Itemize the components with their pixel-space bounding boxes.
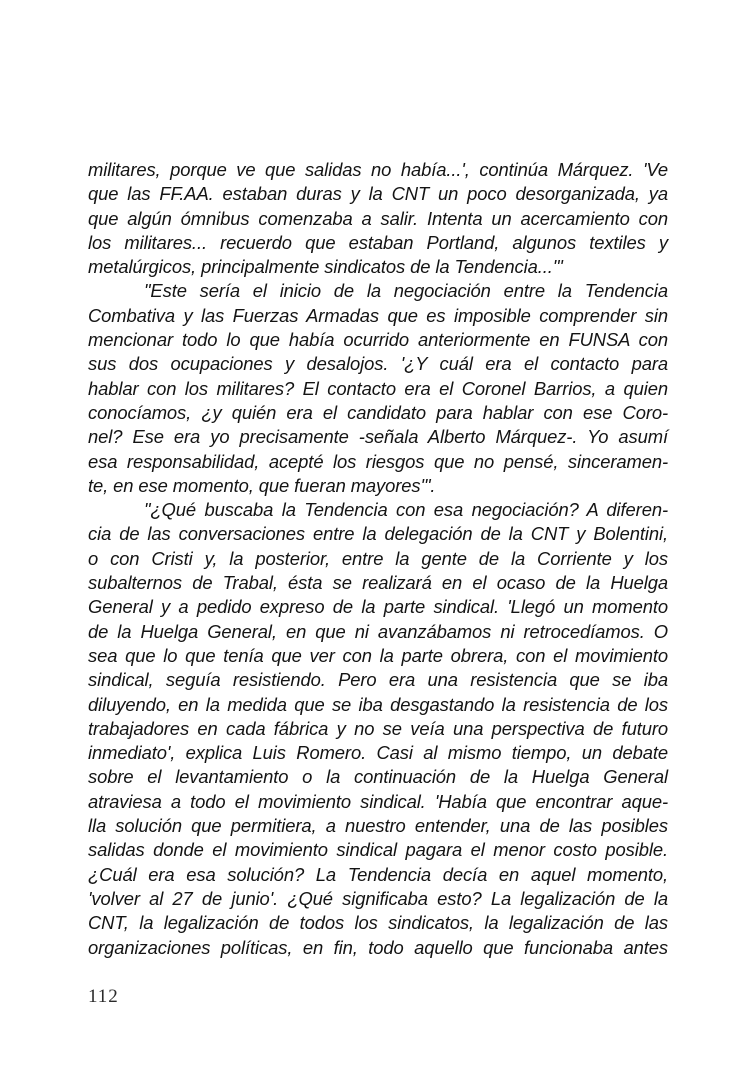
text-line: sobre el levantamiento o la continuación de la Huelga General	[88, 766, 668, 788]
text-line: cia de las conversaciones entre la delegación de la CNT y Bolentini,	[88, 523, 668, 545]
text-line: trabajadores en cada fábrica y no se veía una perspectiva de futuro	[88, 717, 668, 739]
text-line: atraviesa a todo el movimiento sindical. 'Había que encontrar aque-	[88, 790, 668, 812]
text-line: metalúrgicos, principalmente sindicatos de la Tendencia...'"	[88, 256, 563, 278]
text-line: mencionar todo lo que había ocurrido anteriormente en FUNSA con	[88, 329, 668, 351]
text-line: te, en ese momento, que fueran mayores'".	[88, 474, 436, 496]
text-line: sindical, seguía resistiendo. Pero era una resistencia que se iba	[88, 669, 668, 691]
text-line: militares, porque ve que salidas no había...', continúa Márquez. 'Ve	[88, 159, 668, 180]
text-line: sea que lo que tenía que ver con la parte obrera, con el movimiento	[88, 644, 668, 666]
text-line: nel? Ese era yo precisamente -señala Alberto Márquez-. Yo asumí	[88, 426, 668, 448]
text-line: o con Cristi y, la posterior, entre la gente de la Corriente y los	[88, 547, 668, 569]
text-line: salidas donde el movimiento sindical pagara el menor costo posible.	[88, 839, 668, 861]
text-line: hablar con los militares? El contacto era el Coronel Barrios, a quien	[88, 377, 668, 399]
text-line: Combativa y las Fuerzas Armadas que es imposible comprender sin	[88, 304, 668, 326]
body-text	[88, 158, 668, 960]
text-line: de la Huelga General, en que ni avanzábamos ni retrocedíamos. O	[88, 620, 668, 642]
text-line: organizaciones políticas, en fin, todo aquello que funcionaba antes	[88, 936, 668, 958]
text-line: lla solución que permitiera, a nuestro entender, una de las posibles	[88, 815, 668, 837]
text-line: subalternos de Trabal, ésta se realizará en el ocaso de la Huelga	[88, 572, 668, 594]
text-line: 'volver al 27 de junio'. ¿Qué significaba esto? La legalización de la	[88, 887, 668, 909]
text-line: diluyendo, en la medida que se iba desgastando la resistencia de los	[88, 693, 668, 715]
text-line: que algún ómnibus comenzaba a salir. Intenta un acercamiento con	[88, 207, 668, 229]
page-number: 112	[88, 986, 119, 1007]
text-line: que las FF.AA. estaban duras y la CNT un poco desorganizada, ya	[88, 183, 668, 205]
text-line: General y a pedido expreso de la parte sindical. 'Llegó un momento	[88, 596, 668, 618]
text-line: sus dos ocupaciones y desalojos. '¿Y cuál era el contacto para	[88, 353, 668, 375]
text-line: los militares... recuerdo que estaban Portland, algunos textiles y	[88, 231, 668, 253]
text-line: inmediato', explica Luis Romero. Casi al mismo tiempo, un debate	[88, 742, 668, 764]
text-line: CNT, la legalización de todos los sindicatos, la legalización de las	[88, 912, 668, 934]
text-line: "¿Qué buscaba la Tendencia con esa negociación? A diferen-	[144, 499, 668, 521]
text-line: conocíamos, ¿y quién era el candidato para hablar con ese Coro-	[88, 401, 668, 423]
text-line: esa responsabilidad, acepté los riesgos que no pensé, sinceramen-	[88, 450, 668, 472]
text-line: "Este sería el inicio de la negociación entre la Tendencia	[144, 280, 668, 302]
text-line: ¿Cuál era esa solución? La Tendencia decía en aquel momento,	[88, 863, 668, 885]
